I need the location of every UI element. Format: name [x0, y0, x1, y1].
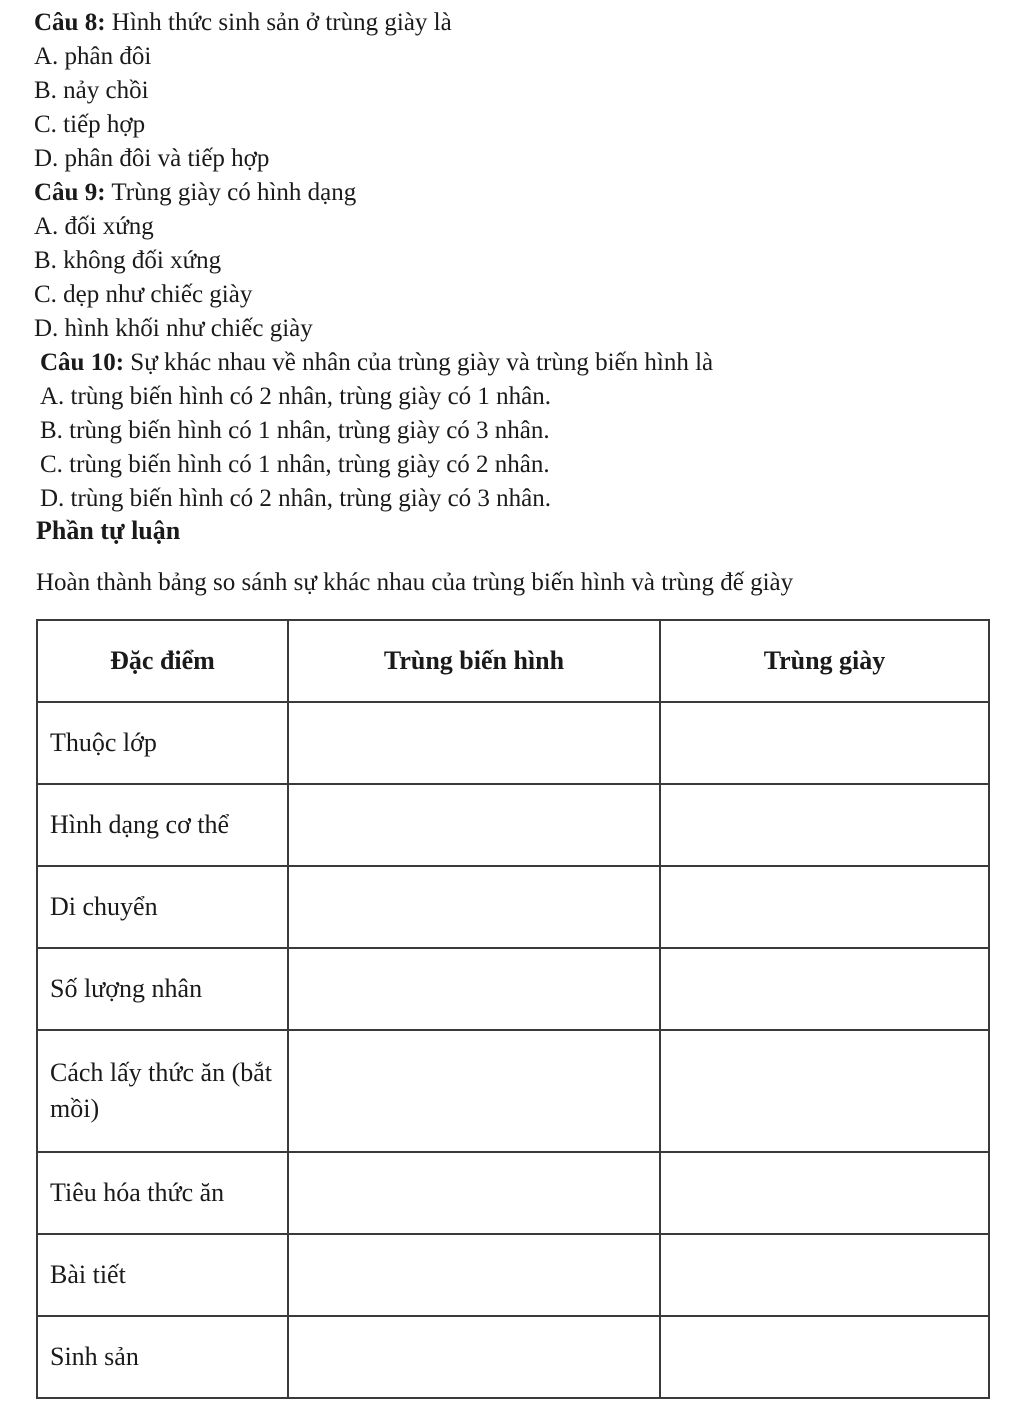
question-10-option-c: C. trùng biến hình có 1 nhân, trùng giày có 2 nhân.	[40, 451, 550, 478]
question-9-option-d: D. hình khối như chiếc giày	[34, 315, 313, 342]
table-row	[37, 866, 989, 948]
paramecium-cell[interactable]	[660, 1030, 989, 1152]
question-8-option-c: C. tiếp hợp	[34, 111, 146, 138]
table-row	[37, 784, 989, 866]
question-8-label: Câu 8:	[34, 9, 106, 36]
question-8-option-a: A. phân đôi	[34, 43, 152, 70]
question-9-label: Câu 9:	[34, 179, 106, 206]
question-10-stem	[40, 346, 713, 380]
paramecium-cell[interactable]	[660, 702, 989, 784]
amoeba-cell[interactable]	[288, 1152, 660, 1234]
question-8-option-d: D. phân đôi và tiếp hợp	[34, 145, 270, 172]
paramecium-cell[interactable]	[660, 866, 989, 948]
question-9-option-a: A. đối xứng	[34, 213, 154, 240]
row-label: Hình dạng cơ thể	[37, 784, 288, 866]
comparison-table	[36, 619, 990, 1399]
question-10-option-b: B. trùng biến hình có 1 nhân, trùng giày có 3 nhân.	[40, 417, 550, 444]
amoeba-cell[interactable]	[288, 784, 660, 866]
row-label: Tiêu hóa thức ăn	[37, 1152, 288, 1234]
row-label: Sinh sản	[37, 1316, 288, 1398]
row-label: Thuộc lớp	[37, 702, 288, 784]
header-paramecium: Trùng giày	[660, 620, 989, 702]
question-10-text: Sự khác nhau về nhân của trùng giày và trùng biến hình là	[124, 349, 714, 376]
essay-heading: Phần tự luận	[36, 516, 181, 545]
header-amoeba: Trùng biến hình	[288, 620, 660, 702]
row-label: Số lượng nhân	[37, 948, 288, 1030]
paramecium-cell[interactable]	[660, 1234, 989, 1316]
amoeba-cell[interactable]	[288, 866, 660, 948]
question-8-option-b: B. nảy chồi	[34, 77, 149, 104]
question-9-option-b: B. không đối xứng	[34, 247, 222, 274]
amoeba-cell[interactable]	[288, 702, 660, 784]
amoeba-cell[interactable]	[288, 1030, 660, 1152]
question-9-text: Trùng giày có hình dạng	[105, 179, 357, 206]
row-label: Cách lấy thức ăn (bắt mồi)	[37, 1030, 288, 1152]
table-header-row	[37, 620, 989, 702]
essay-instruction: Hoàn thành bảng so sánh sự khác nhau của trùng biến hình và trùng đế giày	[36, 569, 794, 596]
question-9-option-c: C. dẹp như chiếc giày	[34, 281, 253, 308]
amoeba-cell[interactable]	[288, 948, 660, 1030]
table-row	[37, 702, 989, 784]
question-10-option-a: A. trùng biến hình có 2 nhân, trùng giày có 1 nhân.	[40, 383, 552, 410]
paramecium-cell[interactable]	[660, 784, 989, 866]
row-label: Bài tiết	[37, 1234, 288, 1316]
table-row	[37, 1030, 989, 1152]
amoeba-cell[interactable]	[288, 1316, 660, 1398]
question-8-stem	[34, 6, 452, 40]
table-row	[37, 1152, 989, 1234]
row-label: Di chuyển	[37, 866, 288, 948]
question-10-label: Câu 10:	[40, 349, 125, 376]
paramecium-cell[interactable]	[660, 1152, 989, 1234]
question-8-text: Hình thức sinh sản ở trùng giày là	[105, 9, 452, 36]
paramecium-cell[interactable]	[660, 948, 989, 1030]
paramecium-cell[interactable]	[660, 1316, 989, 1398]
header-feature: Đặc điểm	[37, 620, 288, 702]
table-row	[37, 948, 989, 1030]
question-10-option-d: D. trùng biến hình có 2 nhân, trùng giày có 3 nhân.	[40, 485, 552, 512]
table-row	[37, 1234, 989, 1316]
amoeba-cell[interactable]	[288, 1234, 660, 1316]
question-9-stem	[34, 176, 356, 210]
table-row	[37, 1316, 989, 1398]
